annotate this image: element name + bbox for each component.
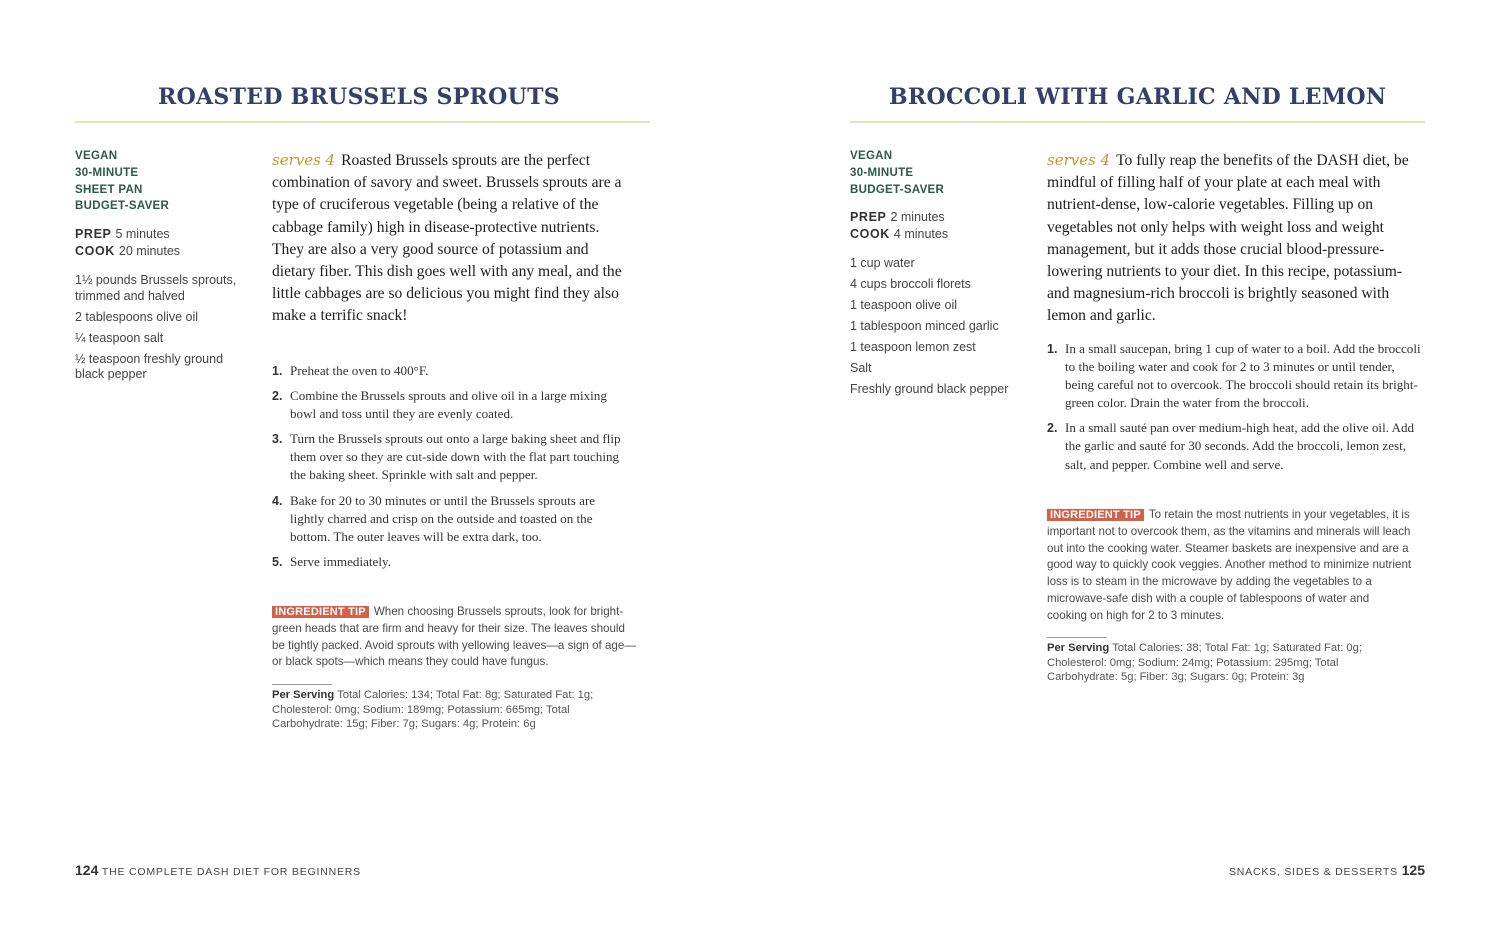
tag: BUDGET-SAVER	[75, 200, 170, 213]
step-number: 1.	[1047, 342, 1058, 356]
ingredient: 1 tablespoon minced garlic	[850, 319, 999, 333]
recipe-intro	[272, 149, 630, 328]
title-rule	[850, 121, 1425, 123]
step-text: Preheat the oven to 400°F.	[290, 363, 429, 378]
ingredient-list	[75, 273, 245, 388]
ingredient: 1 teaspoon lemon zest	[850, 340, 976, 354]
serves-label: serves 4	[1047, 151, 1111, 169]
running-head: SNACKS, SIDES & DESSERTS	[1228, 866, 1398, 878]
step	[272, 430, 624, 484]
tag: 30-MINUTE	[75, 166, 139, 179]
ingredient: 1½ pounds Brussels sprouts, trimmed and halved	[75, 273, 237, 303]
ingredient-tip	[272, 604, 640, 671]
prep-value: 5 minutes	[115, 227, 170, 241]
nutrition-info	[272, 688, 602, 732]
nutrition-rule	[272, 684, 332, 685]
tip-label: INGREDIENT TIP	[1047, 509, 1144, 521]
step-number: 2.	[272, 389, 283, 404]
prep-time	[75, 226, 180, 243]
recipe-title: ROASTED BRUSSELS SPROUTS	[158, 84, 560, 110]
ingredient: Salt	[850, 361, 872, 375]
per-serving-text: Total Calories: 134; Total Fat: 8g; Saturated Fat: 1g; Cholesterol: 0mg; Sodium: 189mg; Potassium: 665mg; Total Carbohydrate: 15g; Fiber: 7g; Sugars: 4g; Protein: 6g	[272, 689, 594, 730]
tag: VEGAN	[850, 150, 893, 162]
ingredient-list	[850, 256, 1025, 403]
ingredient: 2 tablespoons olive oil	[75, 309, 198, 324]
step-text: Bake for 20 to 30 minutes or until the Brussels sprouts are lightly charred and crisp on the outside and toasted on the bottom. The outer leaves will be extra dark, too.	[290, 492, 596, 544]
step	[1047, 340, 1422, 412]
page-number: 124	[75, 862, 99, 878]
step	[1047, 419, 1422, 473]
title-rule	[75, 121, 650, 123]
cook-value: 20 minutes	[118, 244, 181, 258]
running-head: THE COMPLETE DASH DIET FOR BEGINNERS	[101, 866, 361, 878]
prep-label: PREP	[850, 210, 887, 224]
step	[272, 492, 624, 546]
cook-time	[75, 243, 180, 260]
intro-text: Roasted Brussels sprouts are the perfect combination of savory and sweet. Brussels sprouts are a type of cruciferous vegetable (being a relative of the cabbage family) high in disease-protective nutrients. They are also a very good source of potassium and dietary fiber. This dish goes well with any meal, and the little cabbages are so delicious you might find they also make a terrific snack!	[272, 152, 622, 325]
right-page	[750, 0, 1500, 925]
recipe-tags	[850, 148, 944, 198]
instruction-steps	[272, 362, 624, 578]
tip-label: INGREDIENT TIP	[272, 606, 369, 618]
intro-text: To fully reap the benefits of the DASH diet, be mindful of filling half of your plate at each meal with nutrient-dense, low-calorie vegetables. Filling up on vegetables not only helps with weight loss and weight management, but it adds those crucial blood-pressure-lowering nutrients to your diet. In this recipe, potassium- and magnesium-rich broccoli is brightly seasoned with lemon and garlic.	[1047, 152, 1409, 325]
per-serving-label: Per Serving	[272, 689, 335, 701]
page-number: 125	[1401, 862, 1425, 878]
page-footer	[75, 862, 361, 878]
prep-time	[850, 209, 948, 226]
step-text: Turn the Brussels sprouts out onto a large baking sheet and flip them over so they are cut-side down with the flat part touching the baking sheet. Sprinkle with salt and pepper.	[290, 431, 621, 483]
recipe-times	[75, 226, 180, 260]
step-text: In a small sauté pan over medium-high heat, add the olive oil. Add the garlic and sauté for 30 seconds. Add the broccoli, lemon zest, salt, and pepper. Combine well and serve.	[1065, 420, 1415, 472]
nutrition-info	[1047, 641, 1367, 685]
cook-label: COOK	[75, 244, 115, 258]
step-text: Combine the Brussels sprouts and olive oil in a large mixing bowl and toss until they are evenly coated.	[290, 388, 607, 422]
ingredient: ½ teaspoon freshly ground black pepper	[75, 351, 224, 381]
cook-label: COOK	[850, 227, 890, 241]
instruction-steps	[1047, 340, 1422, 481]
prep-label: PREP	[75, 227, 112, 241]
step	[272, 553, 624, 571]
cook-time	[850, 226, 948, 243]
page-footer	[1229, 862, 1425, 878]
recipe-tags	[75, 148, 169, 215]
per-serving-text: Total Calories: 38; Total Fat: 1g; Saturated Fat: 0g; Cholesterol: 0mg; Sodium: 24mg; Potassium: 295mg; Total Carbohydrate: 5g; Fiber: 3g; Sugars: 0g; Protein: 3g	[1047, 642, 1362, 683]
tag: 30-MINUTE	[850, 166, 914, 179]
recipe-intro	[1047, 149, 1422, 328]
per-serving-label: Per Serving	[1047, 642, 1110, 654]
tag: SHEET PAN	[75, 183, 143, 196]
serves-label: serves 4	[272, 151, 336, 169]
step-text: Serve immediately.	[290, 553, 391, 569]
step	[272, 362, 624, 380]
step-number: 3.	[272, 432, 283, 447]
ingredient: 4 cups broccoli florets	[850, 277, 971, 291]
recipe-title: BROCCOLI WITH GARLIC AND LEMON	[889, 84, 1387, 110]
step-number: 5.	[272, 554, 283, 569]
prep-value: 2 minutes	[890, 210, 945, 224]
ingredient: Freshly ground black pepper	[850, 382, 1009, 396]
tip-text: To retain the most nutrients in your vegetables, it is important not to overcook them, as the vitamins and minerals will leach out into the cooking water. Steamer baskets are inexpensive and are a good way to quickly cook veggies. Another method to minimize nutrient loss is to steam in the microwave by adding the vegetables to a microwave-safe dish with a couple of tablespoons of water and cooking on high for 2 to 3 minutes.	[1047, 508, 1412, 622]
ingredient: 1 teaspoon olive oil	[850, 298, 958, 312]
nutrition-rule	[1047, 637, 1107, 638]
step	[272, 387, 624, 423]
step-number: 2.	[1047, 421, 1058, 436]
step-text: In a small saucepan, bring 1 cup of water to a boil. Add the broccoli to the boiling water and cook for 2 to 3 minutes or until tender, being careful not to overcook. The broccoli should retain its bright-green color. Drain the water from the broccoli.	[1065, 341, 1421, 411]
ingredient: 1 cup water	[850, 256, 915, 270]
step-number: 1.	[272, 364, 283, 378]
tag: BUDGET-SAVER	[850, 183, 945, 196]
recipe-times	[850, 209, 948, 243]
cook-value: 4 minutes	[893, 227, 949, 241]
tag: VEGAN	[75, 150, 118, 162]
ingredient-tip	[1047, 507, 1412, 625]
step-number: 4.	[272, 493, 283, 508]
tip-text: When choosing Brussels sprouts, look for bright-green heads that are firm and heavy for their size. The leaves should be tightly packed. Avoid sprouts with yellowing leaves—a sign of age—or black spots—which means they could have fungus.	[272, 605, 636, 669]
ingredient: ¼ teaspoon salt	[75, 330, 164, 345]
